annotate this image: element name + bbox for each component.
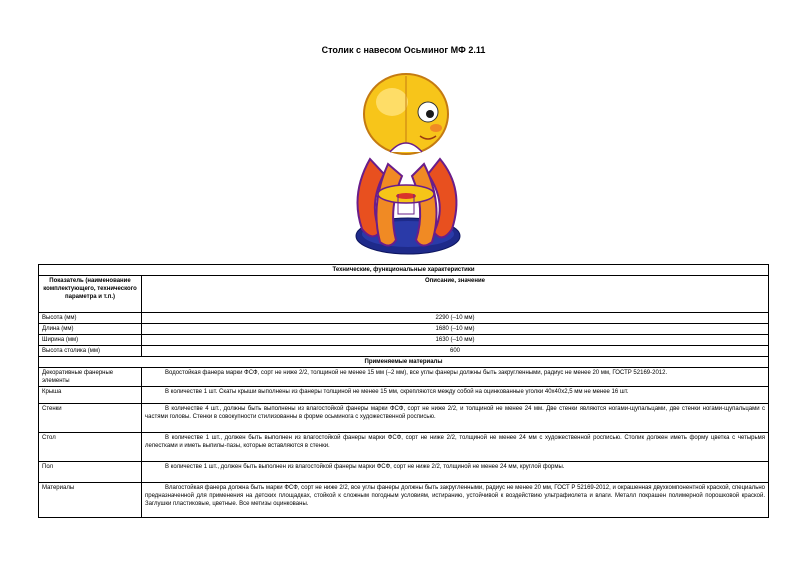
spec-name: Высота столика (мм) <box>39 346 142 357</box>
spec-value: 600 <box>142 346 769 357</box>
spec-name: Ширина (мм) <box>39 335 142 346</box>
section-header-characteristics: Технические, функциональные характеристики <box>39 265 769 276</box>
column-header-description: Описание, значение <box>142 276 769 313</box>
material-desc: В количестве 4 шт., должны быть выполнены из влагостойкой фанеры марки ФСФ, сорт не ниже 2/2, и толщиной не менее 24 мм. Две стенки являются ногами-щупальцами, две стенки ногами-щупальцами с частями головы. Стенки в совокупности стилизованны в форме осьминога с художественной росписью. <box>142 404 769 433</box>
table-row <box>39 387 769 404</box>
material-name: Декоративные фанерные элементы <box>39 368 142 387</box>
column-header-parameter: Показатель (наименование комплектующего, технического параметра и т.п.) <box>39 276 142 313</box>
spec-value: 2290 ( ̶ 10 мм) <box>142 313 769 324</box>
spec-name: Длина (мм) <box>39 324 142 335</box>
table-row <box>39 433 769 462</box>
table-row <box>39 462 769 483</box>
page-title: Столик с навесом Осьминог МФ 2.11 <box>321 45 486 55</box>
spec-name: Высота (мм) <box>39 313 142 324</box>
table-row <box>39 368 769 387</box>
table-row <box>39 346 769 357</box>
table-row <box>39 404 769 433</box>
table-row <box>39 313 769 324</box>
material-desc: В количестве 1 шт. Скаты крыши выполнены из фанеры толщиной не менее 15 мм, скрепляются между собой на оцинкованные уголки 40х40х2,5 мм не менее 16 шт. <box>142 387 769 404</box>
table-row <box>39 483 769 518</box>
material-desc: Водостойкая фанера марки ФСФ, сорт не ниже 2/2, толщиной не менее 15 мм ( ̶ 2 мм), все углы фанеры должны быть закругленными, радиус не менее 20 мм, ГОСТР 52169-2012. <box>142 368 769 387</box>
material-name: Стол <box>39 433 142 462</box>
table-row <box>39 335 769 346</box>
material-name: Стенки <box>39 404 142 433</box>
spec-value: 1680 ( ̶ 10 мм) <box>142 324 769 335</box>
material-desc: В количестве 1 шт., должен быть выполнен из влагостойкой фанеры марки ФСФ, сорт не ниже 2/2, толщиной не менее 24 мм с художественной росписью. Столик должен иметь форму цветка с четырьмя лепестками и иметь выпилы-пазы, которые вставляются в стенки. <box>142 433 769 462</box>
material-name: Материалы <box>39 483 142 518</box>
spec-value: 1630 ( ̶ 10 мм) <box>142 335 769 346</box>
spec-table <box>38 264 769 518</box>
material-desc: Влагостойкая фанера должна быть марки ФСФ, сорт не ниже 2/2, все углы фанеры должны быть закругленными, радиус не менее 20 мм, ГОСТ Р 52169-2012, и окрашенная двухкомпонентной краской, специально предназначенной для применения на детских площадках, стойкой к сложным погодным условиям, истиранию, устойчивой к воздействию ультрафиолета и влаги. Металл покрашен полимерной порошковой краской. Заглушки пластиковые, цветные. Все метизы оцинкованы. <box>142 483 769 518</box>
octopus-table-icon <box>340 64 470 260</box>
section-header-materials: Применяемые материалы <box>39 357 769 368</box>
material-name: Крыша <box>39 387 142 404</box>
material-desc: В количестве 1 шт., должен быть выполнен из влагостойкой фанеры марки ФСФ, сорт не ниже 2/2, толщиной не менее 24 мм, круглой формы. <box>142 462 769 483</box>
material-name: Пол <box>39 462 142 483</box>
table-row <box>39 324 769 335</box>
